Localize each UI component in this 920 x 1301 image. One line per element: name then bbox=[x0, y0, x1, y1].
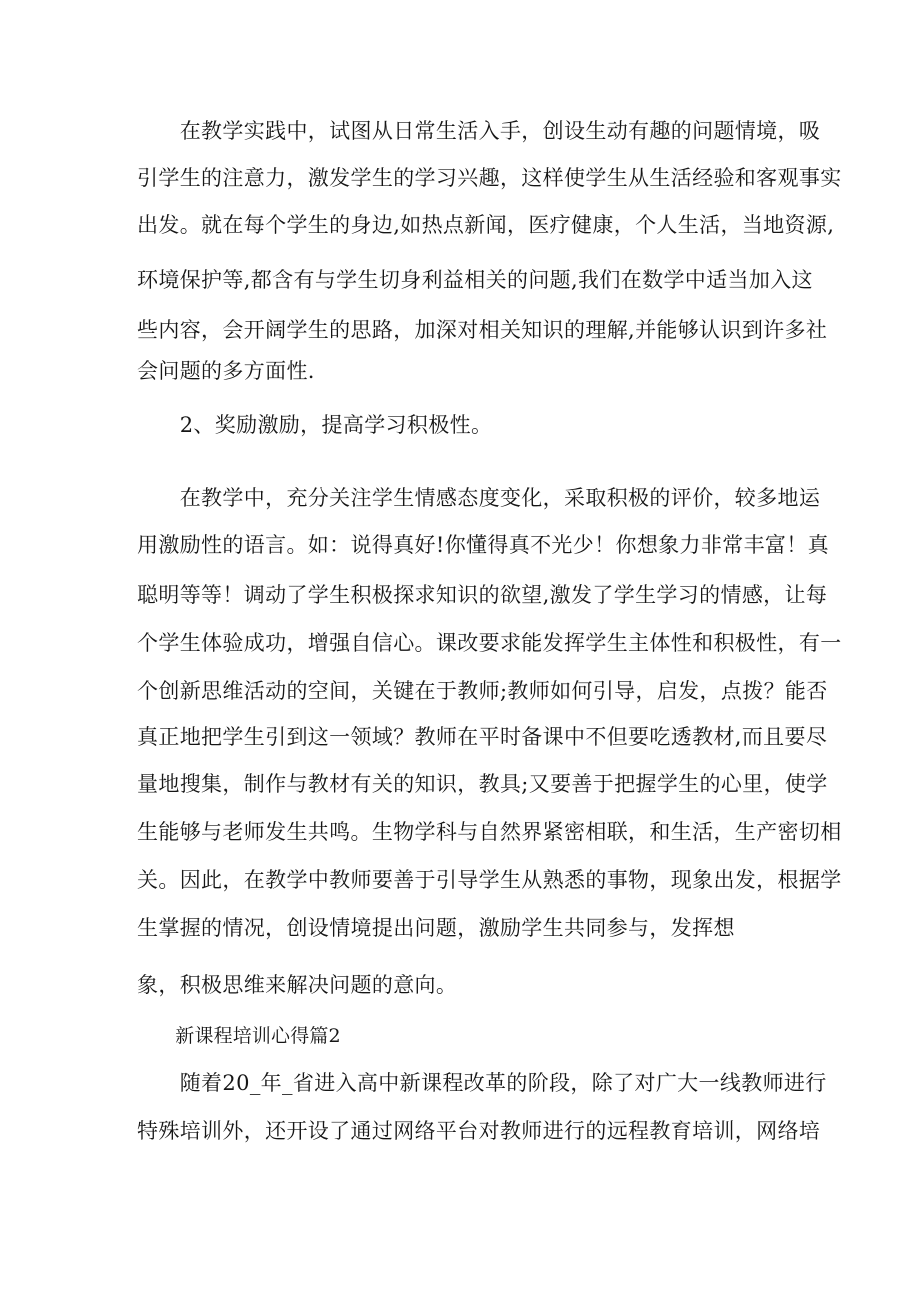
paragraph-1-line-3: 出发。就在每个学生的身边,如热点新闻，医疗健康，个人生活，当地资源, bbox=[137, 213, 835, 237]
paragraph-2-line-8: 生能够与老师发生共鸣。生物学科与自然界紧密相联，和生活，生产密切相 bbox=[137, 820, 842, 844]
paragraph-2-line-3: 聪明等等！调动了学生积极探求知识的欲望,激发了学生学习的情感，让每 bbox=[137, 583, 828, 607]
paragraph-2-line-9: 关。因此，在教学中教师要善于引导学生从熟悉的事物，现象出发，根据学 bbox=[137, 868, 842, 892]
paragraph-1-line-5: 些内容，会开阔学生的思路，加深对相关知识的理解,并能够认识到许多社 bbox=[137, 318, 828, 342]
paragraph-1-line-6: 会问题的多方面性. bbox=[137, 359, 315, 383]
paragraph-2-line-2: 用激励性的语言。如：说得真好!你懂得真不光少！你想象力非常丰富！真 bbox=[137, 533, 829, 557]
paragraph-3-line-1: 随着20_年_省进入高中新课程改革的阶段，除了对广大一线教师进行 bbox=[137, 1071, 827, 1095]
paragraph-1-line-4: 环境保护等,都含有与学生切身利益相关的问题,我们在数学中适当加入这 bbox=[137, 268, 813, 292]
heading-2: 2、奖励激励，提高学习积极性。 bbox=[137, 413, 493, 437]
paragraph-1-line-2: 引学生的注意力，激发学生的学习兴趣，这样使学生从生活经验和客观事实 bbox=[137, 166, 842, 190]
paragraph-2-line-5: 个创新思维活动的空间，关键在于教师;教师如何引导，启发，点拨？能否 bbox=[137, 679, 828, 703]
paragraph-1-line-1: 在教学实践中，试图从日常生活入手，创设生动有趣的问题情境，吸 bbox=[137, 119, 821, 143]
section-title: 新课程培训心得篇2 bbox=[137, 1025, 341, 1047]
paragraph-2-line-7: 量地搜集，制作与教材有关的知识，教具;又要善于把握学生的心里，使学 bbox=[137, 772, 828, 796]
paragraph-2-line-10: 生掌握的情况，创设情境提出问题，激励学生共同参与，发挥想 bbox=[137, 916, 735, 940]
paragraph-2-line-1: 在教学中，充分关注学生情感态度变化，采取积极的评价，较多地运 bbox=[137, 486, 821, 510]
paragraph-2-line-6: 真正地把学生引到这一领域？教师在平时备课中不但要吃透教材,而且要尽 bbox=[137, 725, 828, 749]
paragraph-2-line-4: 个学生体验成功，增强自信心。课改要求能发挥学生主体性和积极性，有一 bbox=[137, 631, 842, 655]
paragraph-2-line-11: 象，积极思维来解决问题的意向。 bbox=[137, 973, 458, 997]
paragraph-3-line-2: 特殊培训外，还开设了通过网络平台对教师进行的远程教育培训，网络培 bbox=[137, 1119, 821, 1143]
